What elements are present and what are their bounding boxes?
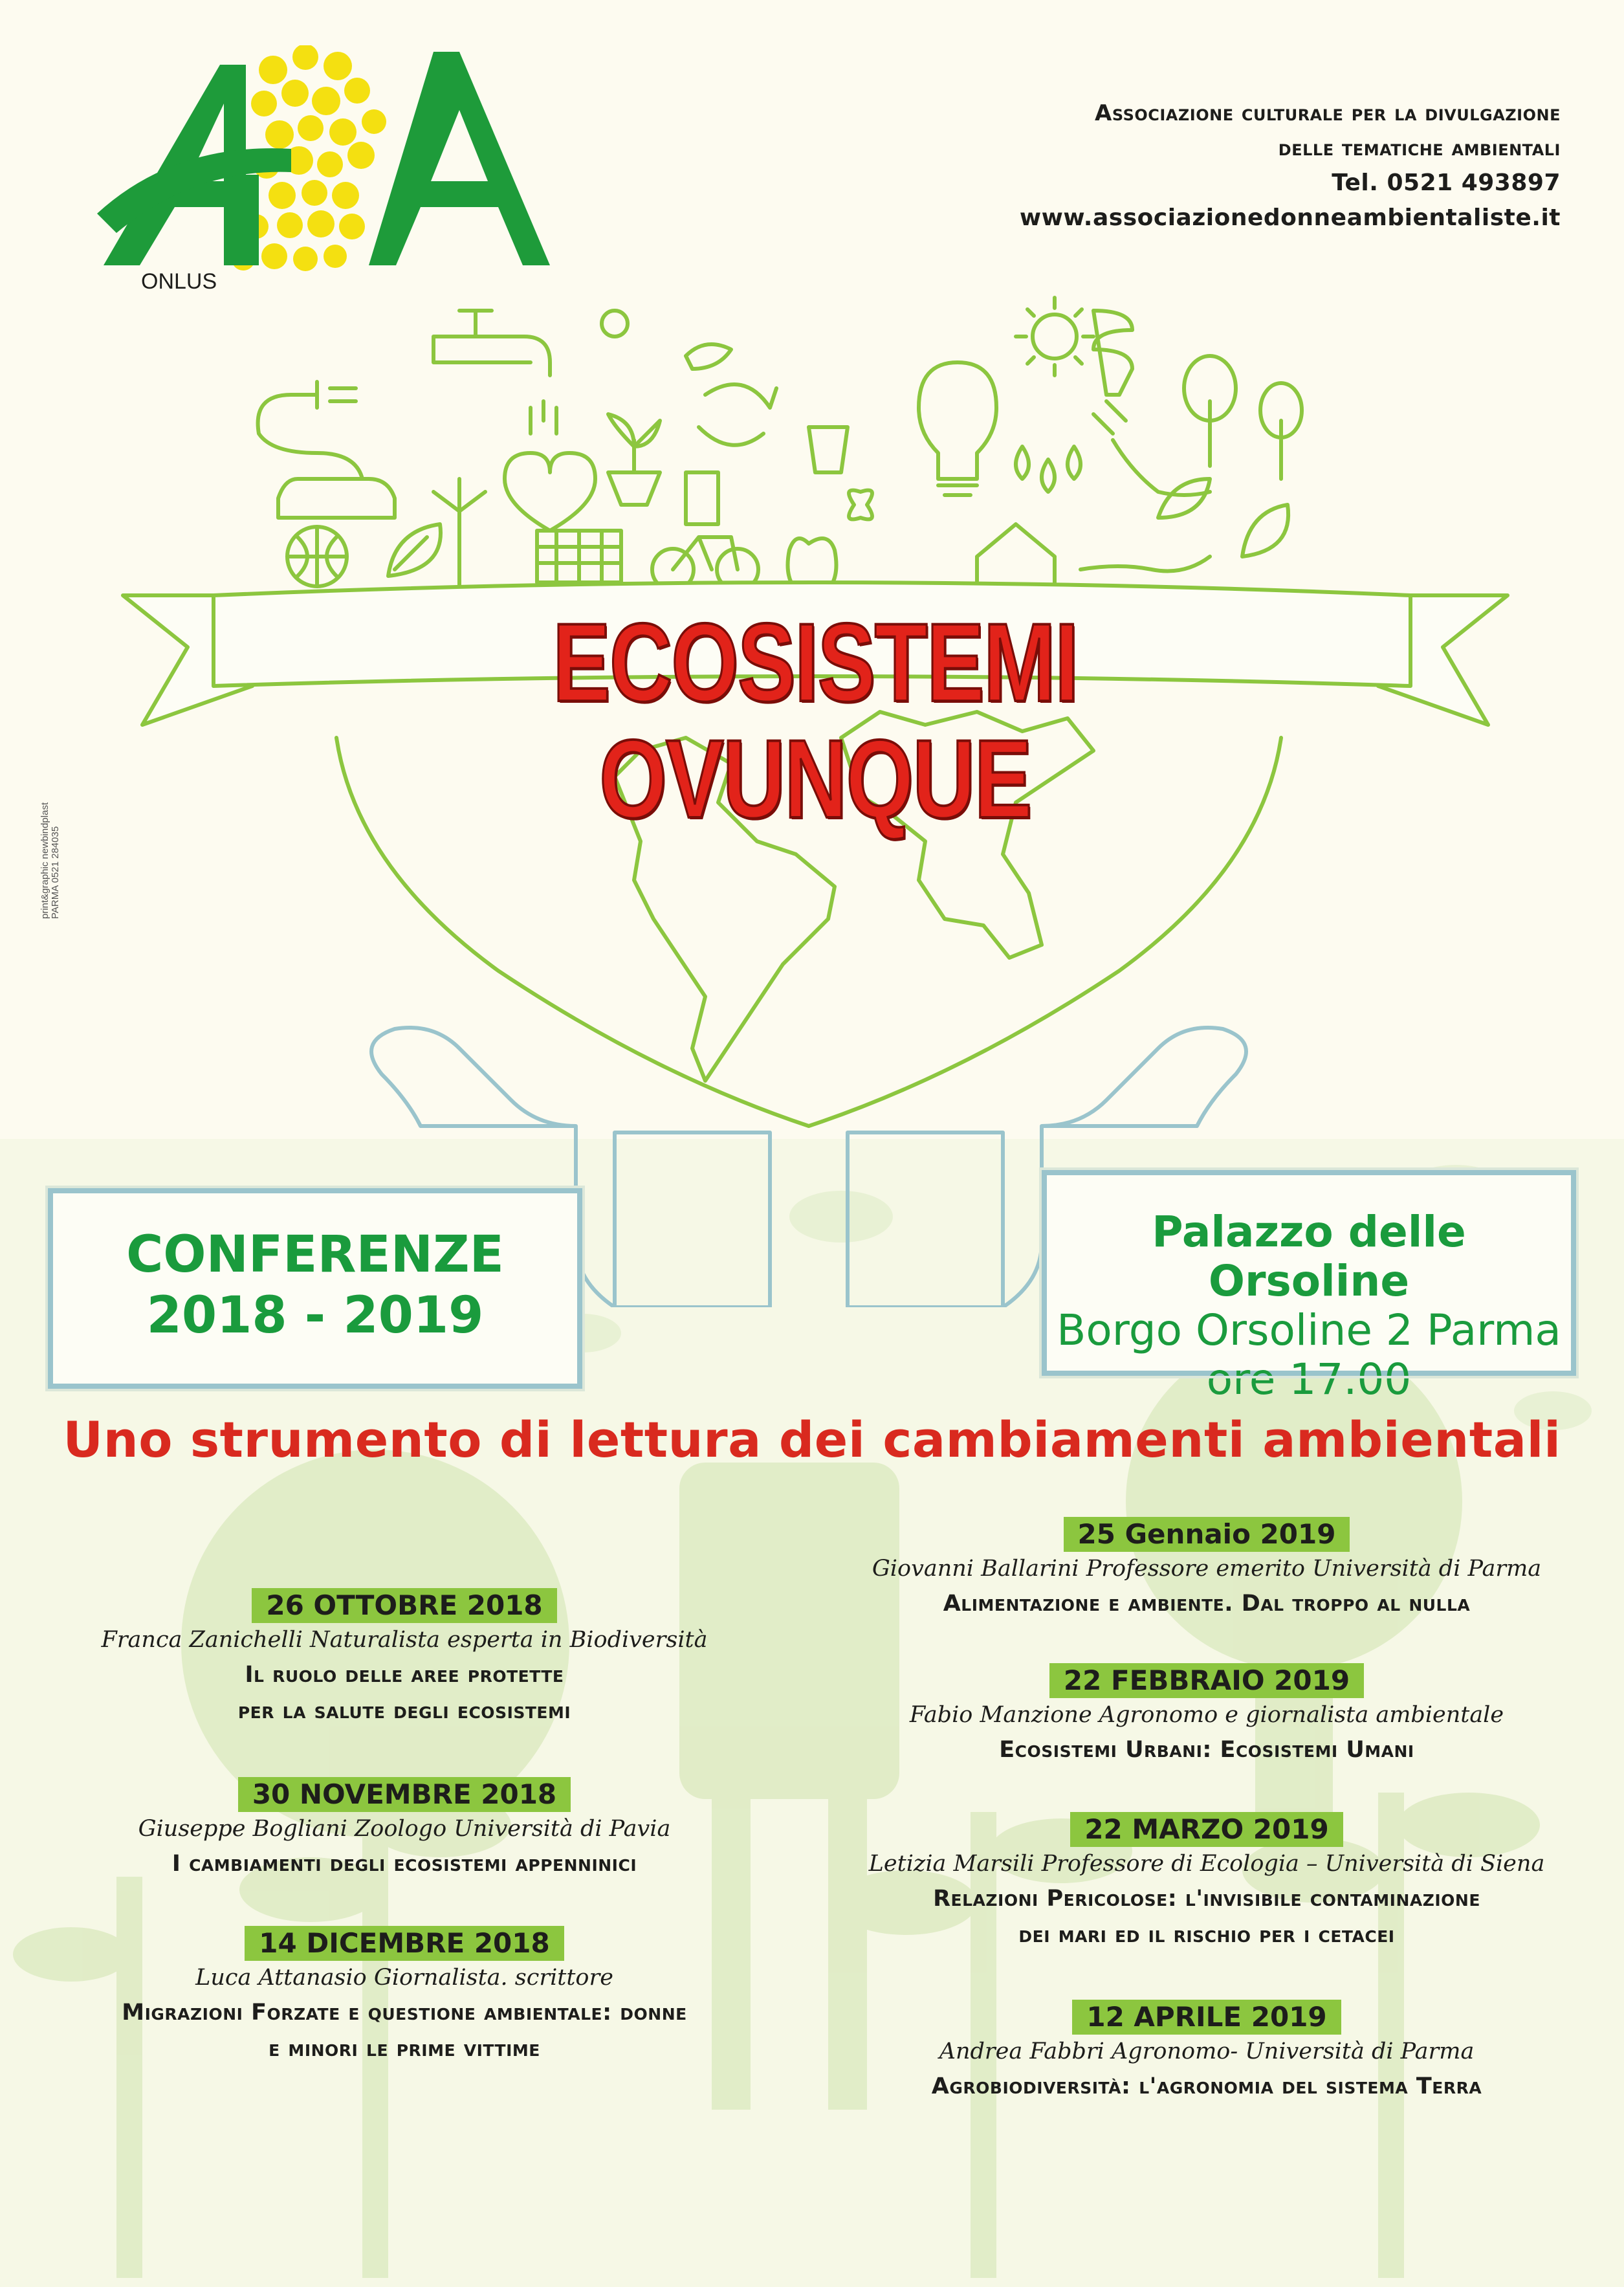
event-topic: I cambiamenti degli ecosistemi appenninici: [171, 1851, 637, 1877]
sprout-pot-icon: [608, 414, 660, 505]
event-item: [841, 1517, 1572, 1622]
event-speaker: Giovanni Ballarini Professore emerito Università di Parma: [872, 1556, 1542, 1582]
event-speaker: Giuseppe Bogliani Zoologo Università di Pavia: [138, 1816, 671, 1842]
event-topic: Ecosistemi Urbani: Ecosistemi Umani: [999, 1737, 1414, 1763]
event-item: [841, 2000, 1572, 2105]
event-item: [52, 1926, 757, 2067]
printer-credit: [40, 725, 61, 919]
raindrops-icon: [1016, 447, 1081, 492]
org-website[interactable]: www.associazionedonneambientaliste.it: [1019, 204, 1561, 231]
leaf-icon: [388, 524, 441, 576]
sun-icon: [1033, 315, 1077, 359]
event-date: 14 DICEMBRE 2018: [245, 1926, 564, 1961]
flower-icon: [602, 311, 628, 337]
right-sleeve-icon: [848, 1132, 1003, 1307]
left-sleeve-icon: [615, 1132, 770, 1307]
event-topic: Alimentazione e ambiente. Dal troppo al nulla: [943, 1591, 1471, 1617]
venue-address: Borgo Orsoline 2 Parma: [1057, 1305, 1561, 1355]
event-item: [52, 1588, 757, 1729]
event-date: 22 FEBBRAIO 2019: [1049, 1663, 1364, 1698]
tree-icon-2: [1260, 383, 1302, 479]
plug-icon: [258, 382, 362, 479]
fuel-pump-icon: [686, 472, 718, 524]
printer-line-2: PARMA 0521 284035: [50, 826, 61, 919]
conference-years: 2018 - 2019: [146, 1287, 484, 1345]
event-date: 25 Gennaio 2019: [1064, 1517, 1350, 1552]
venue-name: Palazzo delle Orsoline: [1152, 1207, 1466, 1306]
bird-icon: [686, 344, 731, 369]
event-date: 12 APRILE 2019: [1072, 2000, 1341, 2035]
logo-onlus-label: ONLUS: [141, 269, 217, 294]
event-speaker: Andrea Fabbri Agronomo- Università di Parma: [939, 2038, 1475, 2064]
event-speaker: Luca Attanasio Giornalista. scrittore: [195, 1965, 613, 1991]
poster-subtitle: Uno strumento di lettura dei cambiamenti ambientali: [63, 1411, 1561, 1468]
lightbulb-icon: [919, 362, 996, 495]
org-line-1: Associazione culturale per la divulgazione: [1095, 100, 1561, 126]
hands-leaf-icon: [1081, 557, 1210, 571]
event-topic: Il ruolo delle aree protette: [245, 1662, 564, 1688]
heart-icon: [505, 453, 595, 531]
organization-info: [1020, 96, 1561, 236]
event-item: [52, 1777, 757, 1882]
printer-line-1: print&graphic newbindplast: [39, 802, 50, 919]
event-speaker: Franca Zanichelli Naturalista esperta in Biodiversità: [101, 1627, 708, 1653]
bucket-icon: [809, 427, 848, 472]
ada-logo: [97, 45, 602, 291]
tap-icon: [433, 311, 550, 375]
leaf-icon-2: [1158, 479, 1210, 518]
recycle-icon: [699, 384, 776, 445]
conference-label: CONFERENZE: [126, 1226, 504, 1284]
tree-icon: [1184, 356, 1236, 466]
org-phone: Tel. 0521 493897: [1332, 170, 1561, 196]
event-date: 26 OTTOBRE 2018: [252, 1588, 556, 1623]
event-speaker: Fabio Manzione Agronomo e giornalista ambientale: [909, 1702, 1504, 1728]
conference-box: [48, 1188, 582, 1389]
event-date: 30 NOVEMBRE 2018: [238, 1777, 571, 1812]
event-speaker: Letizia Marsili Professore di Ecologia – Università di Siena: [868, 1851, 1545, 1877]
water-drops-icon: [531, 401, 556, 434]
event-item: [841, 1812, 1572, 1953]
event-topic: per la salute degli ecosistemi: [237, 1698, 571, 1724]
butterfly-icon: [849, 491, 872, 520]
event-date: 22 MARZO 2019: [1070, 1812, 1343, 1847]
car-icon: [278, 479, 395, 518]
event-topic: Relazioni Pericolose: l'invisibile contaminazione: [933, 1886, 1480, 1912]
venue-time: ore 17.00: [1206, 1354, 1412, 1404]
event-topic: Agrobiodiversità: l'agronomia del sistema Terra: [931, 2073, 1482, 2099]
event-item: [841, 1663, 1572, 1768]
event-topic: dei mari ed il rischio per i cetacei: [1018, 1922, 1395, 1948]
cfl-bulb-icon: [1093, 311, 1132, 395]
event-topic: e minori le prime vittime: [269, 2036, 540, 2062]
venue-box: [1042, 1170, 1576, 1404]
event-topic: Migrazioni Forzate e questione ambientale: donne: [122, 2000, 687, 2026]
poster-title: ECOSISTEMI OVUNQUE: [553, 601, 1078, 841]
org-line-2: delle tematiche ambientali: [1278, 135, 1561, 161]
